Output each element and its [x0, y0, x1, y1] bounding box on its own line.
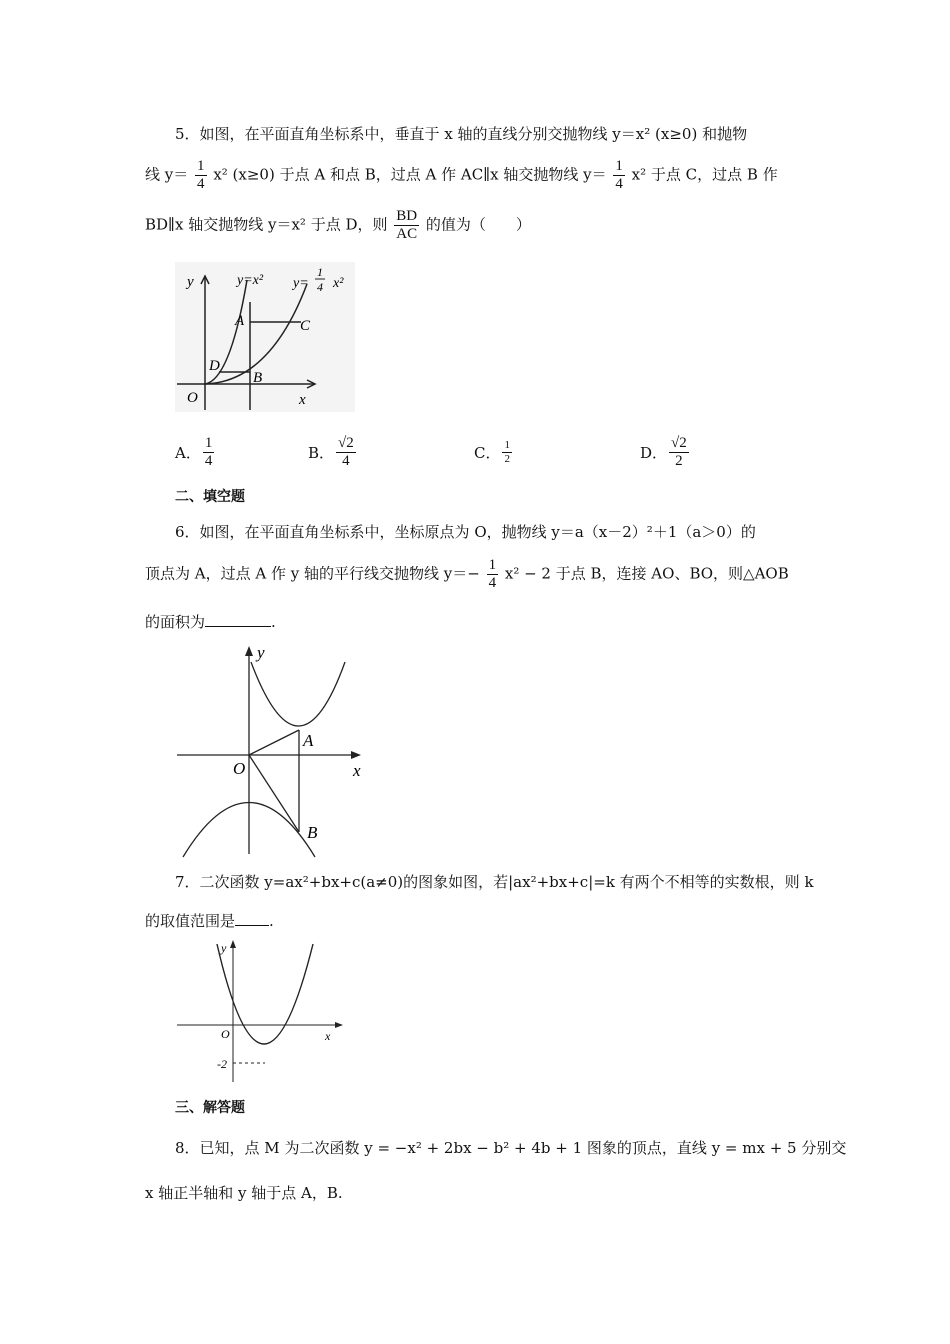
answer-blank-q6[interactable]	[205, 610, 271, 627]
label-curve2-b: x²	[333, 276, 344, 291]
fraction-quarter-2: $\frac{1}{4}$	[615, 158, 623, 192]
q6-line3-end: .	[271, 613, 276, 631]
q7-figure	[175, 934, 345, 1084]
q6-line3	[145, 610, 276, 632]
option-d-fraction: $\frac{√2}{2}$	[671, 434, 687, 469]
option-c-fraction: $\frac{1}{2}$	[504, 438, 510, 465]
option-b-fraction: $\frac{√2}{4}$	[338, 434, 354, 469]
q5-line1: 5．如图，在平面直角坐标系中，垂直于 x 轴的直线分别交抛物线 y＝x² (x≥0) 和抛物	[175, 125, 748, 143]
label-y: y	[221, 941, 227, 955]
q7-line2-end: .	[269, 912, 274, 930]
option-a[interactable]	[175, 430, 216, 474]
label-curve2-num: 1	[317, 265, 323, 279]
option-c-label: C．	[474, 443, 501, 462]
answer-blank-q7[interactable]	[235, 909, 269, 926]
segment-ao	[249, 730, 299, 755]
option-b[interactable]	[308, 430, 358, 474]
q5-line3-b: 的值为（ ）	[425, 215, 531, 234]
label-o: O	[221, 1027, 230, 1041]
label-a: A	[303, 731, 314, 750]
label-o: O	[233, 759, 246, 778]
fraction-quarter: $\frac{1}{4}$	[197, 158, 205, 192]
label-y: y	[187, 274, 194, 290]
q5-line2-a: 线 y＝	[145, 165, 189, 184]
label-curve2-frac	[315, 265, 325, 294]
curve-y-quarter-x2	[205, 284, 307, 384]
option-d[interactable]	[640, 430, 691, 474]
label-b: B	[253, 370, 263, 386]
q6-line3-text: 的面积为	[145, 613, 206, 631]
q7-line2	[145, 909, 274, 931]
q6-line2-b: x² − 2 于点 B，连接 AO、BO，则△AOB	[504, 564, 789, 583]
label-d: D	[209, 358, 220, 374]
label-curve2-a: y=	[293, 276, 309, 291]
label-b: B	[307, 823, 318, 842]
option-b-label: B．	[308, 443, 335, 462]
label-o: O	[187, 390, 198, 406]
option-c[interactable]	[474, 430, 514, 474]
label-c: C	[300, 318, 311, 334]
q6-line1: 6．如图，在平面直角坐标系中，坐标原点为 O，抛物线 y＝a（x－2）²＋1（a＞0）的	[175, 523, 756, 541]
q8-line1: 8．已知，点 M 为二次函数 y = −x² + 2bx − b² + 4b + 1 图象的顶点，直线 y = mx + 5 分别交	[175, 1139, 847, 1157]
label-x: x	[299, 392, 306, 408]
segment-bo	[249, 755, 299, 832]
label-minus-2: -2	[217, 1057, 227, 1071]
parabola-upper	[251, 662, 345, 726]
label-x: x	[353, 761, 361, 780]
label-x: x	[325, 1029, 331, 1043]
label-curve2-den: 4	[317, 280, 323, 294]
q5-line2-c: x² 于点 C，过点 B 作	[631, 165, 778, 184]
q8-line2: x 轴正半轴和 y 轴于点 A，B.	[145, 1184, 343, 1202]
label-a: A	[235, 313, 245, 329]
q7-line1: 7．二次函数 y=ax²+bx+c(a≠0)的图象如图，若|ax²+bx+c|=k 有两个不相等的实数根，则 k	[175, 873, 814, 891]
section-fill-blank-heading: 二、填空题	[175, 489, 245, 505]
q6-line2	[145, 557, 789, 592]
option-a-fraction: $\frac{1}{4}$	[204, 434, 213, 469]
q7-line2-text: 的取值范围是	[145, 912, 236, 930]
label-y: y	[257, 643, 265, 662]
option-d-label: D．	[640, 443, 668, 462]
x-axis-arrow	[351, 751, 361, 759]
label-curve1: y=x²	[237, 273, 264, 288]
option-a-label: A．	[175, 443, 201, 462]
y-axis-arrow	[230, 940, 236, 948]
fraction-bd-ac: $\frac{BD}{AC}$	[396, 208, 418, 242]
q5-line3	[145, 208, 531, 243]
q6-figure	[175, 642, 375, 857]
q6-line2-a: 顶点为 A，过点 A 作 y 轴的平行线交抛物线 y＝−	[145, 564, 480, 583]
fraction-quarter-q6: $\frac{1}{4}$	[488, 557, 497, 591]
q5-line3-a: BD∥x 轴交抛物线 y＝x² 于点 D，则	[145, 215, 388, 234]
q5-line2-b: x² (x≥0) 于点 A 和点 B，过点 A 作 AC∥x 轴交抛物线 y＝	[213, 165, 607, 184]
parabola	[217, 944, 313, 1044]
q5-line2	[145, 158, 778, 193]
section-answer-heading: 三、解答题	[175, 1100, 245, 1116]
x-axis-arrow	[335, 1022, 343, 1028]
y-axis-arrow	[245, 646, 253, 656]
q5-figure	[175, 262, 355, 412]
